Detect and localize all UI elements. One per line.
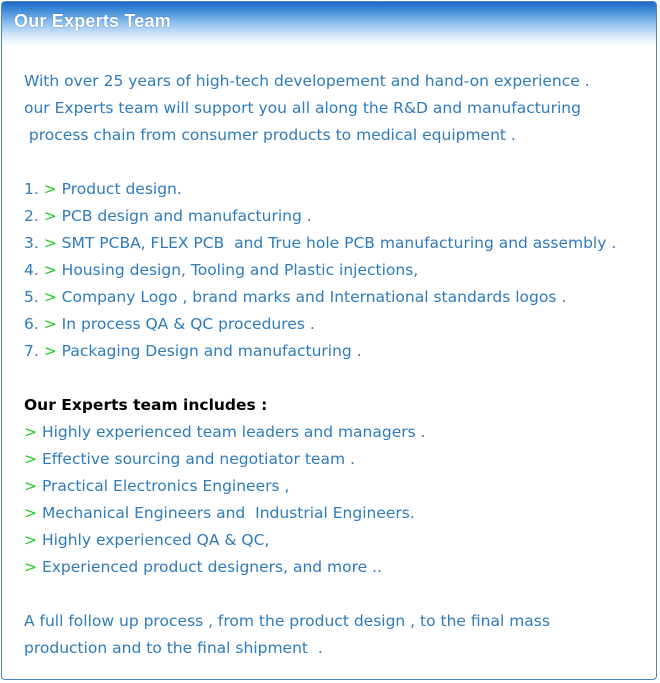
list-item	[24, 338, 656, 365]
intro-line: With over 25 years of high-tech developement and hand-on experience .	[24, 72, 590, 90]
item-number: 1.	[24, 180, 39, 198]
item-text: Highly experienced QA & QC,	[41, 531, 270, 549]
item-text: In process QA & QC procedures .	[61, 315, 315, 333]
team-section	[24, 392, 656, 581]
arrow-icon: >	[43, 234, 57, 252]
list-item	[24, 554, 656, 581]
list-item	[24, 446, 656, 473]
arrow-icon: >	[43, 315, 57, 333]
experts-panel	[1, 1, 657, 680]
list-item	[24, 473, 656, 500]
closing-line: A full follow up process , from the product design , to the final mass	[24, 612, 550, 630]
arrow-icon: >	[24, 504, 37, 522]
closing-paragraph	[24, 608, 656, 662]
list-item	[24, 500, 656, 527]
item-text: Practical Electronics Engineers ,	[41, 477, 290, 495]
item-number: 6.	[24, 315, 39, 333]
item-text: Mechanical Engineers and Industrial Engineers.	[41, 504, 415, 522]
item-text: Product design.	[61, 180, 182, 198]
panel-title-bar	[2, 2, 656, 46]
arrow-icon: >	[43, 342, 57, 360]
item-text: SMT PCBA, FLEX PCB and True hole PCB manufacturing and assembly .	[61, 234, 617, 252]
list-item	[24, 257, 656, 284]
panel-title: Our Experts Team	[14, 11, 171, 31]
arrow-icon: >	[24, 477, 37, 495]
item-text: Packaging Design and manufacturing .	[61, 342, 362, 360]
item-number: 7.	[24, 342, 39, 360]
panel-content	[2, 46, 656, 662]
item-number: 5.	[24, 288, 39, 306]
list-item	[24, 230, 656, 257]
arrow-icon: >	[43, 261, 57, 279]
arrow-icon: >	[24, 450, 37, 468]
item-text: Highly experienced team leaders and managers .	[41, 423, 426, 441]
item-number: 3.	[24, 234, 39, 252]
list-item	[24, 284, 656, 311]
intro-line: process chain from consumer products to medical equipment .	[24, 126, 516, 144]
arrow-icon: >	[43, 288, 57, 306]
arrow-icon: >	[24, 423, 37, 441]
arrow-icon: >	[43, 180, 57, 198]
list-item	[24, 527, 656, 554]
list-item	[24, 419, 656, 446]
item-text: Housing design, Tooling and Plastic injections,	[61, 261, 419, 279]
item-text: PCB design and manufacturing .	[61, 207, 312, 225]
item-text: Experienced product designers, and more ..	[41, 558, 382, 576]
closing-line: production and to the final shipment .	[24, 639, 323, 657]
arrow-icon: >	[43, 207, 57, 225]
team-heading: Our Experts team includes :	[24, 396, 268, 414]
services-list	[24, 176, 656, 365]
item-text: Effective sourcing and negotiator team .	[41, 450, 355, 468]
intro-line: our Experts team will support you all along the R&D and manufacturing	[24, 99, 581, 117]
arrow-icon: >	[24, 531, 37, 549]
item-number: 4.	[24, 261, 39, 279]
list-item	[24, 311, 656, 338]
item-number: 2.	[24, 207, 39, 225]
list-item	[24, 203, 656, 230]
intro-paragraph	[24, 68, 656, 149]
item-text: Company Logo , brand marks and International standards logos .	[61, 288, 567, 306]
arrow-icon: >	[24, 558, 37, 576]
list-item	[24, 176, 656, 203]
